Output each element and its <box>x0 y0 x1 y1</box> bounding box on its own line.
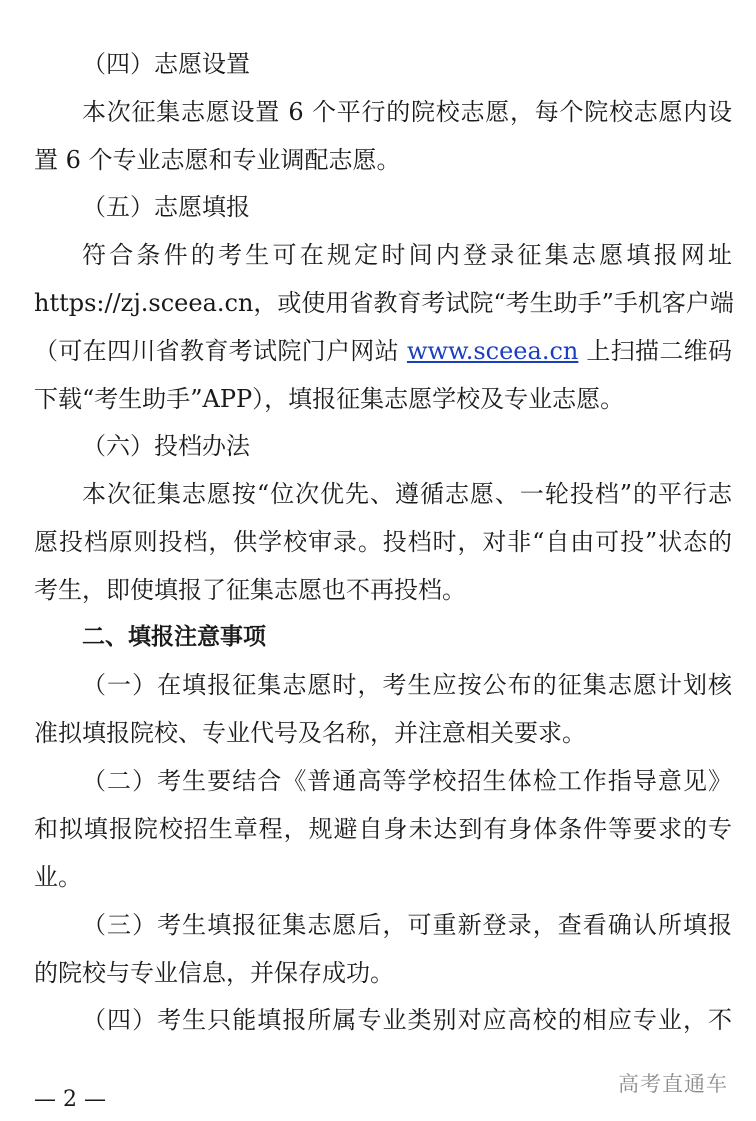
paragraph-line: （四）考生只能填报所属专业类别对应高校的相应专业，不 <box>82 1006 732 1034</box>
paragraph-line: 本次征集志愿按“位次优先、遵循志愿、一轮投档”的平行志 <box>82 480 732 508</box>
paragraph-line: 本次征集志愿设置 6 个平行的院校志愿，每个院校志愿内设 <box>82 98 732 126</box>
section-heading-6: （六）投档办法 <box>82 432 250 460</box>
paragraph-line: 业。 <box>34 863 82 891</box>
paragraph-line: （一）在填报征集志愿时，考生应按公布的征集志愿计划核 <box>82 671 732 699</box>
paragraph-line <box>34 336 732 366</box>
paragraph-line: （三）考生填报征集志愿后，可重新登录，查看确认所填报 <box>82 911 732 939</box>
website-link[interactable]: www.sceea.cn <box>406 337 579 365</box>
paragraph-line: 下载“考生助手”APP），填报征集志愿学校及专业志愿。 <box>34 385 625 413</box>
paragraph-line: 考生，即使填报了征集志愿也不再投档。 <box>34 576 466 604</box>
paragraph-line: 准拟填报院校、专业代号及名称，并注意相关要求。 <box>34 719 586 747</box>
paragraph-line: 的院校与专业信息，并保存成功。 <box>34 959 394 987</box>
paragraph-line: 符合条件的考生可在规定时间内登录征集志愿填报网址 <box>82 241 732 269</box>
paragraph-line: 置 6 个专业志愿和专业调配志愿。 <box>34 146 401 174</box>
page-number: — 2 — <box>34 1087 106 1112</box>
paragraph-line: 愿投档原则投档，供学校审录。投档时，对非“自由可投”状态的 <box>34 528 732 556</box>
paragraph-line: 和拟填报院校招生章程，规避自身未达到有身体条件等要求的专 <box>34 815 732 843</box>
paragraph-line: （二）考生要结合《普通高等学校招生体检工作指导意见》 <box>82 767 732 795</box>
section-heading-5: （五）志愿填报 <box>82 193 250 221</box>
section-heading-4: （四）志愿设置 <box>82 50 250 78</box>
paragraph-line: https://zj.sceea.cn，或使用省教育考试院“考生助手”手机客户端 <box>34 289 734 317</box>
section-title-2: 二、填报注意事项 <box>82 624 266 650</box>
watermark: 高考直通车 <box>618 1072 728 1096</box>
paragraph-text: （可在四川省教育考试院门户网站 <box>34 337 407 365</box>
paragraph-text: 上扫描二维码 <box>578 337 732 365</box>
